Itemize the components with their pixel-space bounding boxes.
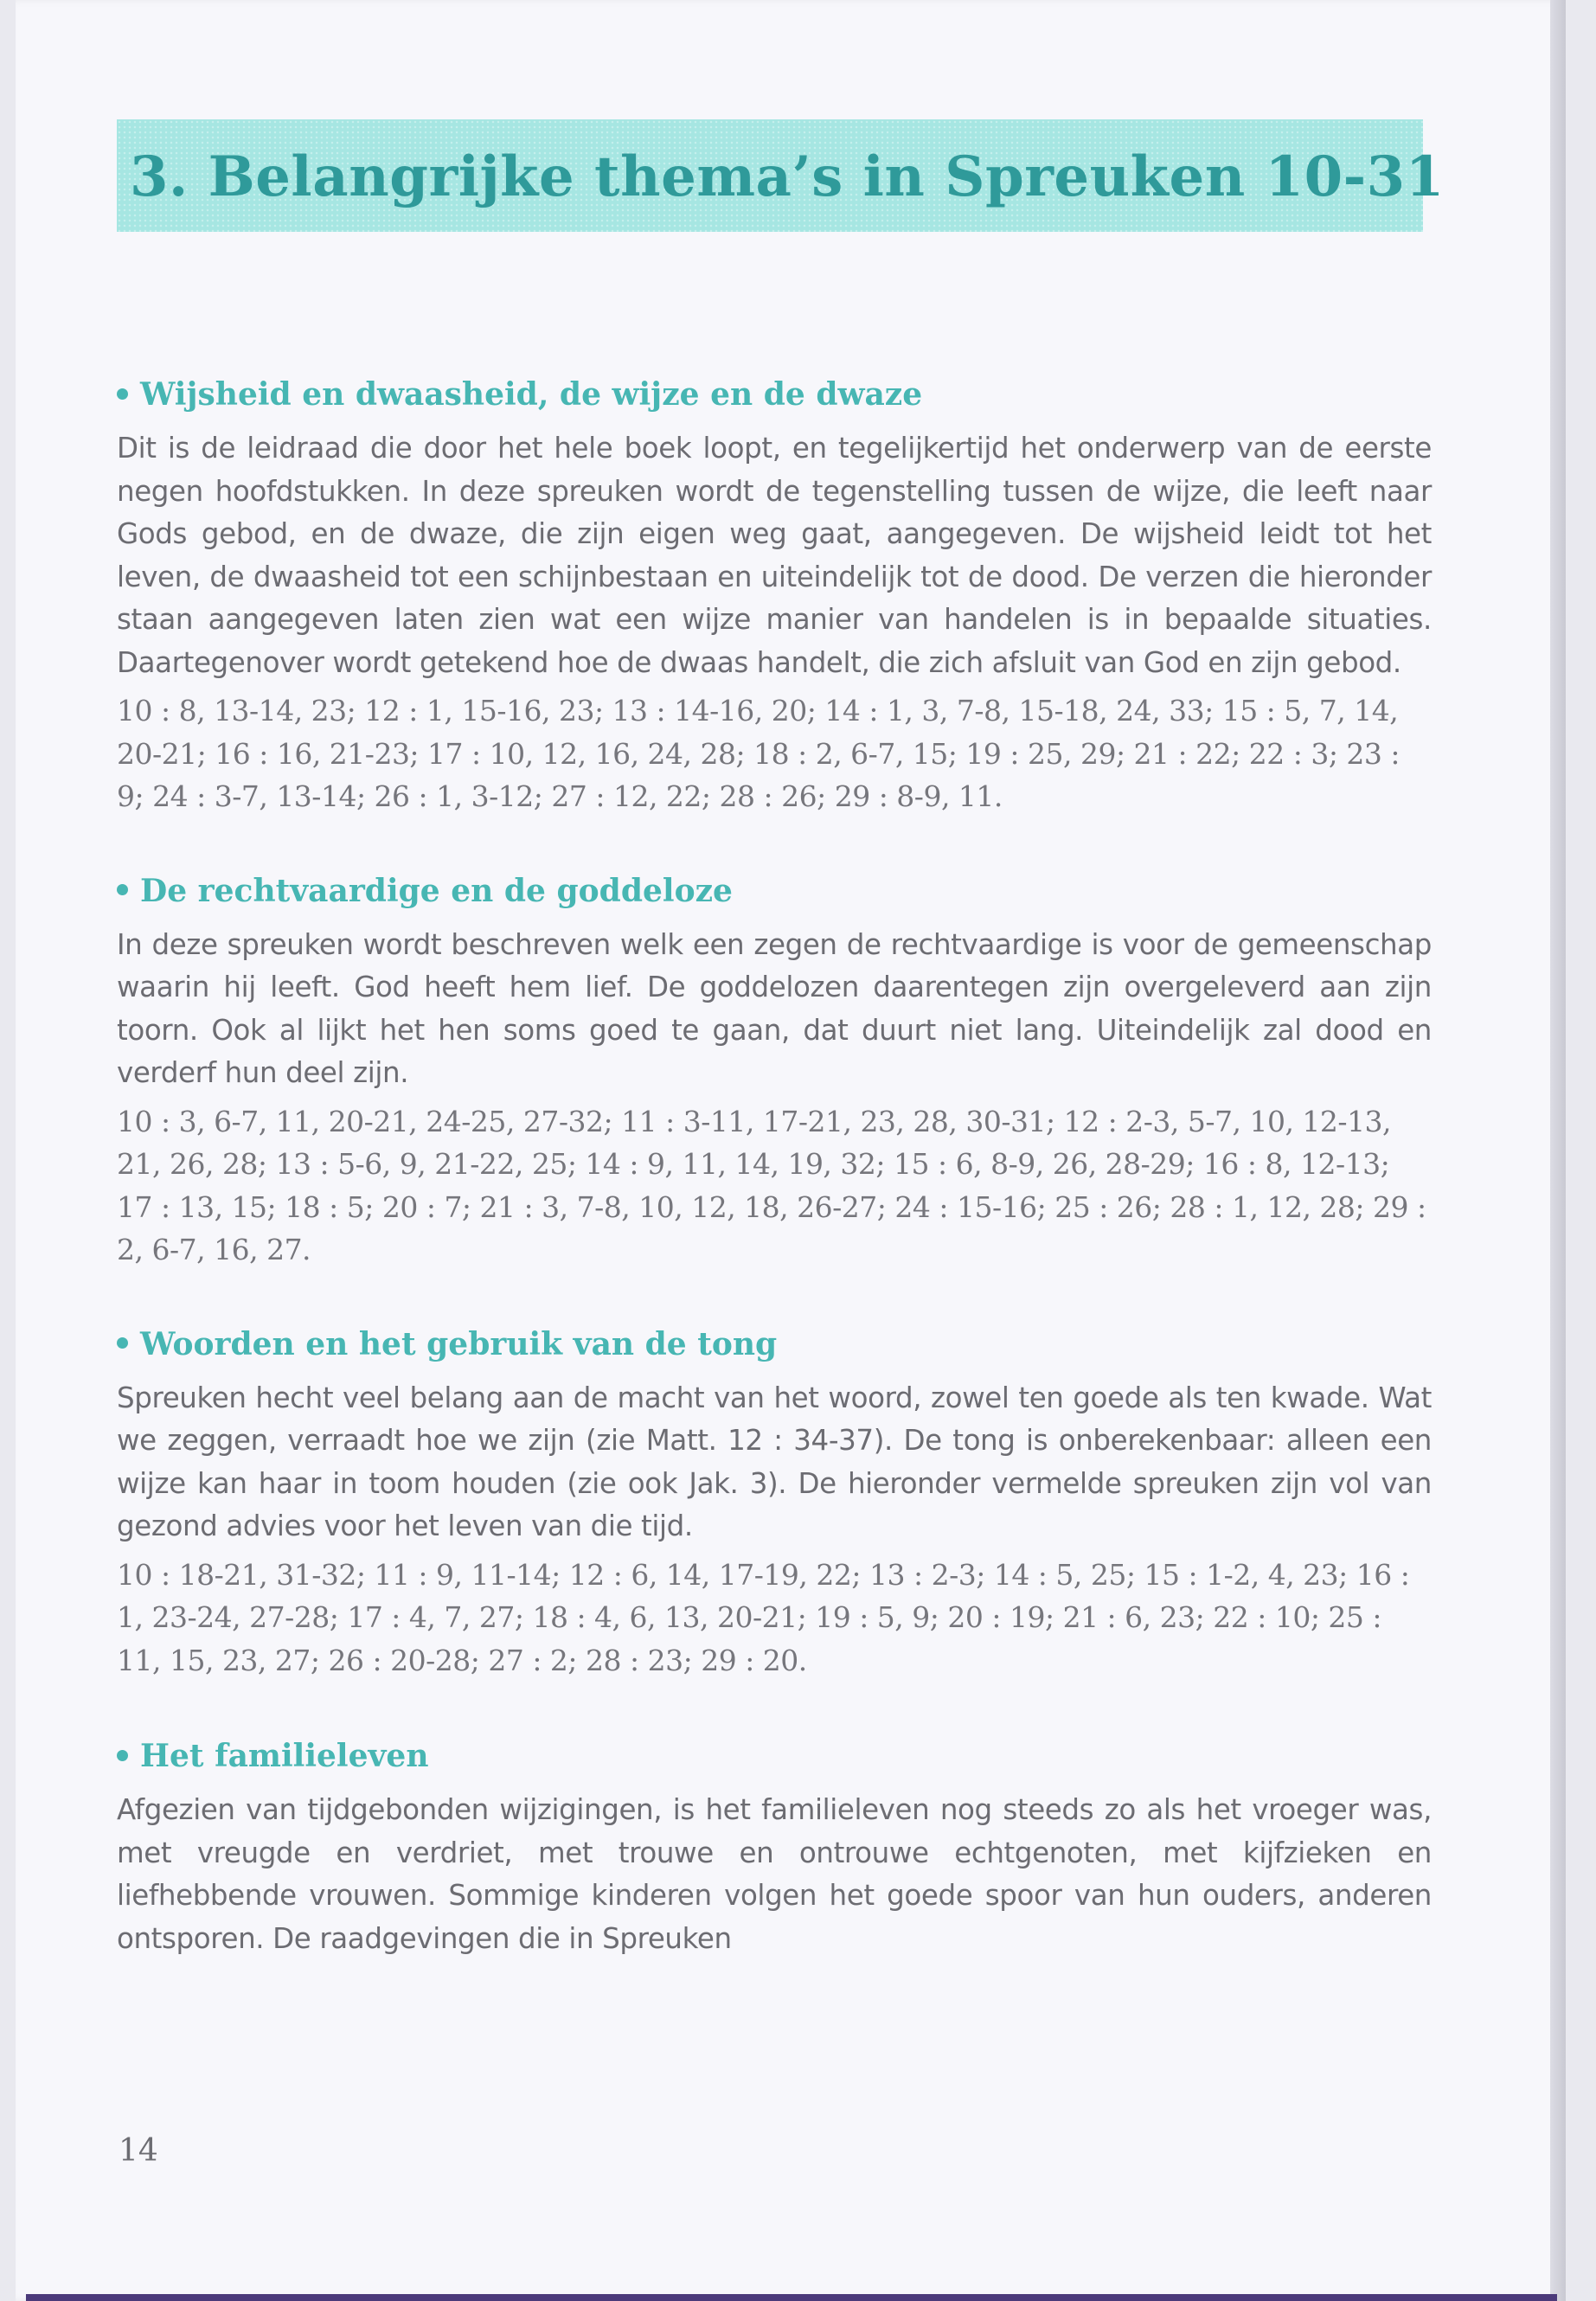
bullet-icon [117, 884, 128, 895]
bullet-icon [117, 388, 128, 400]
bullet-icon [117, 1337, 128, 1349]
section-body: Dit is de leidraad die door het hele boek loopt, en tegelijkertijd het onderwerp van de eerste negen hoofdstukken. In deze spreuken wordt de tegenstelling tussen de wijze, die leeft naar Gods gebod, en de dwaze, die zijn eigen weg gaat, aangegeven. De wijsheid leidt tot het leven, de dwaasheid tot een schijnbestaan en uiteindelijk tot de dood. De verzen die hieronder staan aangegeven laten zien wat een wijze manier van handelen is in bepaalde situaties. Daartegenover wordt getekend hoe de dwaas handelt, die zich afsluit van God en zijn gebod. [117, 432, 1432, 679]
section-heading [117, 1734, 1432, 1779]
verse-references: 10 : 8, 13-14, 23; 12 : 1, 15-16, 23; 13 : 14-16, 20; 14 : 1, 3, 7-8, 15-18, 24, 33; 15 : 5, 7, 14, 20-21; 16 : 16, 21-23; 17 : 10, 12, 16, 24, 28; 18 : 2, 6-7, 15; 19 : 25, 29; 21 : 22; 22 : 3; 23 : 9; 24 : 3-7, 13-14; 26 : 1, 3-12; 27 : 12, 22; 28 : 26; 29 : 8-9, 11. [117, 694, 1401, 813]
bullet-icon [117, 1750, 128, 1761]
section-body: Spreuken hecht veel belang aan de macht van het woord, zowel ten goede als ten kwade. Wat we zeggen, verraadt hoe we zijn (zie Matt. 12 : 34-37). De tong is onberekenbaar: alleen een wijze kan haar in toom houden (zie ook Jak. 3). De hieronder vermelde spreuken zijn vol van gezond advies voor het leven van die tijd. [117, 1381, 1432, 1542]
bottom-edge-strip [26, 2294, 1557, 2301]
section-familieleven [117, 1734, 1432, 1960]
page-content [117, 372, 1432, 1960]
section-wijsheid [117, 372, 1432, 818]
section-heading-text: Wijsheid en dwaasheid, de wijze en de dwaze [140, 376, 923, 413]
chapter-title: 3. Belangrijke thema’s in Spreuken 10-31 [130, 144, 1445, 209]
section-heading-text: De rechtvaardige en de goddeloze [140, 872, 733, 909]
section-heading-text: Het familieleven [140, 1738, 429, 1774]
section-rechtvaardige [117, 868, 1432, 1272]
section-heading [117, 868, 1432, 913]
section-tong [117, 1322, 1432, 1682]
verse-references: 10 : 3, 6-7, 11, 20-21, 24-25, 27-32; 11 : 3-11, 17-21, 23, 28, 30-31; 12 : 2-3, 5-7, 10, 12-13, 21, 26, 28; 13 : 5-6, 9, 21-22, 25; 14 : 9, 11, 14, 19, 32; 15 : 6, 8-9, 26, 28-29; 16 : 8, 12-13; 17 : 13, 15; 18 : 5; 20 : 7; 21 : 3, 7-8, 10, 12, 18, 26-27; 24 : 15-16; 25 : 26; 28 : 1, 12, 28; 29 : 2, 6-7, 16, 27. [117, 1104, 1426, 1266]
section-heading [117, 1322, 1432, 1367]
verse-references: 10 : 18-21, 31-32; 11 : 9, 11-14; 12 : 6, 14, 17-19, 22; 13 : 2-3; 14 : 5, 25; 15 : 1-2, 4, 23; 16 : 1, 23-24, 27-28; 17 : 4, 7, 27; 18 : 4, 6, 13, 20-21; 19 : 5, 9; 20 : 19; 21 : 6, 23; 22 : 10; 25 : 11, 15, 23, 27; 26 : 20-28; 27 : 2; 28 : 23; 29 : 20. [117, 1557, 1410, 1677]
section-heading [117, 372, 1432, 417]
page-edge-shadow [1550, 0, 1566, 2301]
section-body: In deze spreuken wordt beschreven welk een zegen de rechtvaardige is voor de gemeenschap waarin hij leeft. God heeft hem lief. De goddelozen daarentegen zijn overgeleverd aan zijn toorn. Ook al lijkt het hen soms goed te gaan, dat duurt niet lang. Uiteindelijk zal dood en verderf hun deel zijn. [117, 927, 1432, 1089]
section-heading-text: Woorden en het gebruik van de tong [140, 1325, 778, 1362]
page-number: 14 [119, 2133, 158, 2169]
section-body: Afgezien van tijdgebonden wijzigingen, is het familieleven nog steeds zo als het vroeger was, met vreugde en verdriet, met trouwe en ontrouwe echtgenoten, met kijfzieken en liefhebbende vrouwen. Sommige kinderen volgen het goede spoor van hun ouders, anderen ontsporen. De raadgevingen die in Spreuken [117, 1793, 1432, 1955]
